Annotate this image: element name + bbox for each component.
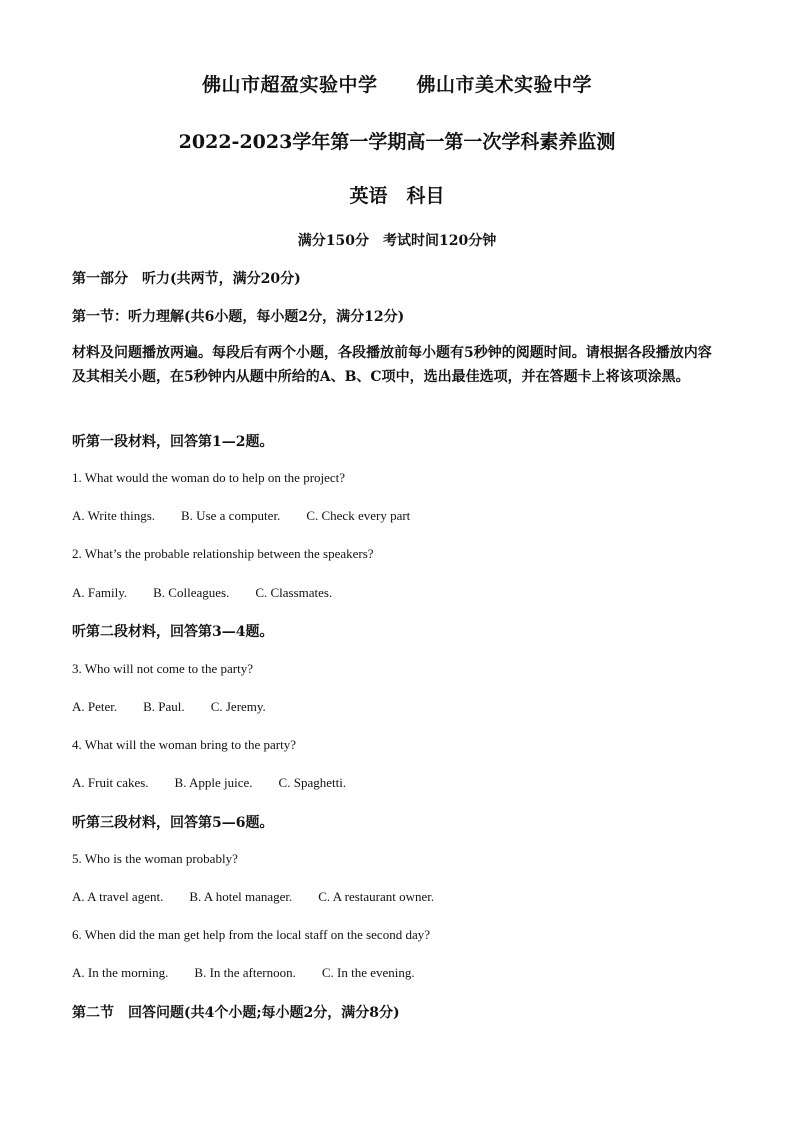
options-6: [72, 965, 441, 981]
options-4: [72, 775, 372, 791]
option-b: B. In the afternoon.: [194, 965, 296, 980]
option-c: C. Classmates.: [255, 585, 333, 600]
question-2: 2. What’s the probable relationship between the speakers?: [72, 546, 374, 561]
section2-title: 第二节 回答问题(共4个小题;每小题2分，满分8分): [72, 1005, 400, 1021]
option-b: B. Colleagues.: [153, 585, 230, 600]
option-c: C. Spaghetti.: [278, 775, 347, 790]
option-b: B. Apple juice.: [174, 775, 253, 790]
score-and-time: 满分150分 考试时间120分钟: [297, 233, 497, 249]
group-heading: 听第三段材料，回答第5—6题。: [72, 815, 274, 831]
part1-title: 第一部分 听力(共两节，满分20分): [72, 271, 301, 287]
option-c: C. A restaurant owner.: [318, 889, 435, 904]
option-b: B. A hotel manager.: [189, 889, 293, 904]
option-a: A. In the morning.: [72, 965, 169, 980]
question-4: 4. What will the woman bring to the party?: [72, 737, 296, 752]
option-a: A. Fruit cakes.: [72, 775, 149, 790]
option-c: C. In the evening.: [321, 965, 415, 980]
group-heading: 听第二段材料，回答第3—4题。: [72, 624, 274, 640]
option-c: C. Check every part: [306, 508, 411, 523]
options-3: [72, 699, 292, 715]
option-b: B. Paul.: [143, 699, 185, 714]
options-5: [72, 889, 460, 905]
instructions: 材料及问题播放两遍。每段后有两个小题，各段播放前每小题有5秒钟的阅题时间。请根据各段播放内容及其相关小题，在5秒钟内从题中所给的A、B、C项中，选出最佳选项，并在答题卡上将该项涂黑。: [72, 345, 712, 385]
option-b: B. Use a computer.: [181, 508, 281, 523]
option-a: A. Peter.: [72, 699, 118, 714]
option-c: C. Jeremy.: [210, 699, 266, 714]
option-a: A. Family.: [72, 585, 128, 600]
options-1: [72, 508, 436, 524]
question-6: 6. When did the man get help from the local staff on the second day?: [72, 927, 430, 942]
section1-title: 第一节：听力理解(共6小题，每小题2分，满分12分): [72, 309, 405, 325]
question-3: 3. Who will not come to the party?: [72, 661, 253, 676]
group-heading: 听第一段材料，回答第1—2题。: [72, 434, 274, 450]
exam-title: 2022-2023学年第一学期高一第一次学科素养监测: [178, 131, 616, 153]
option-a: A. A travel agent.: [72, 889, 164, 904]
question-5: 5. Who is the woman probably?: [72, 851, 238, 866]
question-1: 1. What would the woman do to help on the project?: [72, 470, 346, 485]
option-a: A. Write things.: [72, 508, 156, 523]
subject-title: 英语 科目: [349, 185, 445, 207]
options-2: [72, 585, 358, 601]
school-names: 佛山市超盈实验中学 佛山市美术实验中学: [201, 74, 592, 96]
